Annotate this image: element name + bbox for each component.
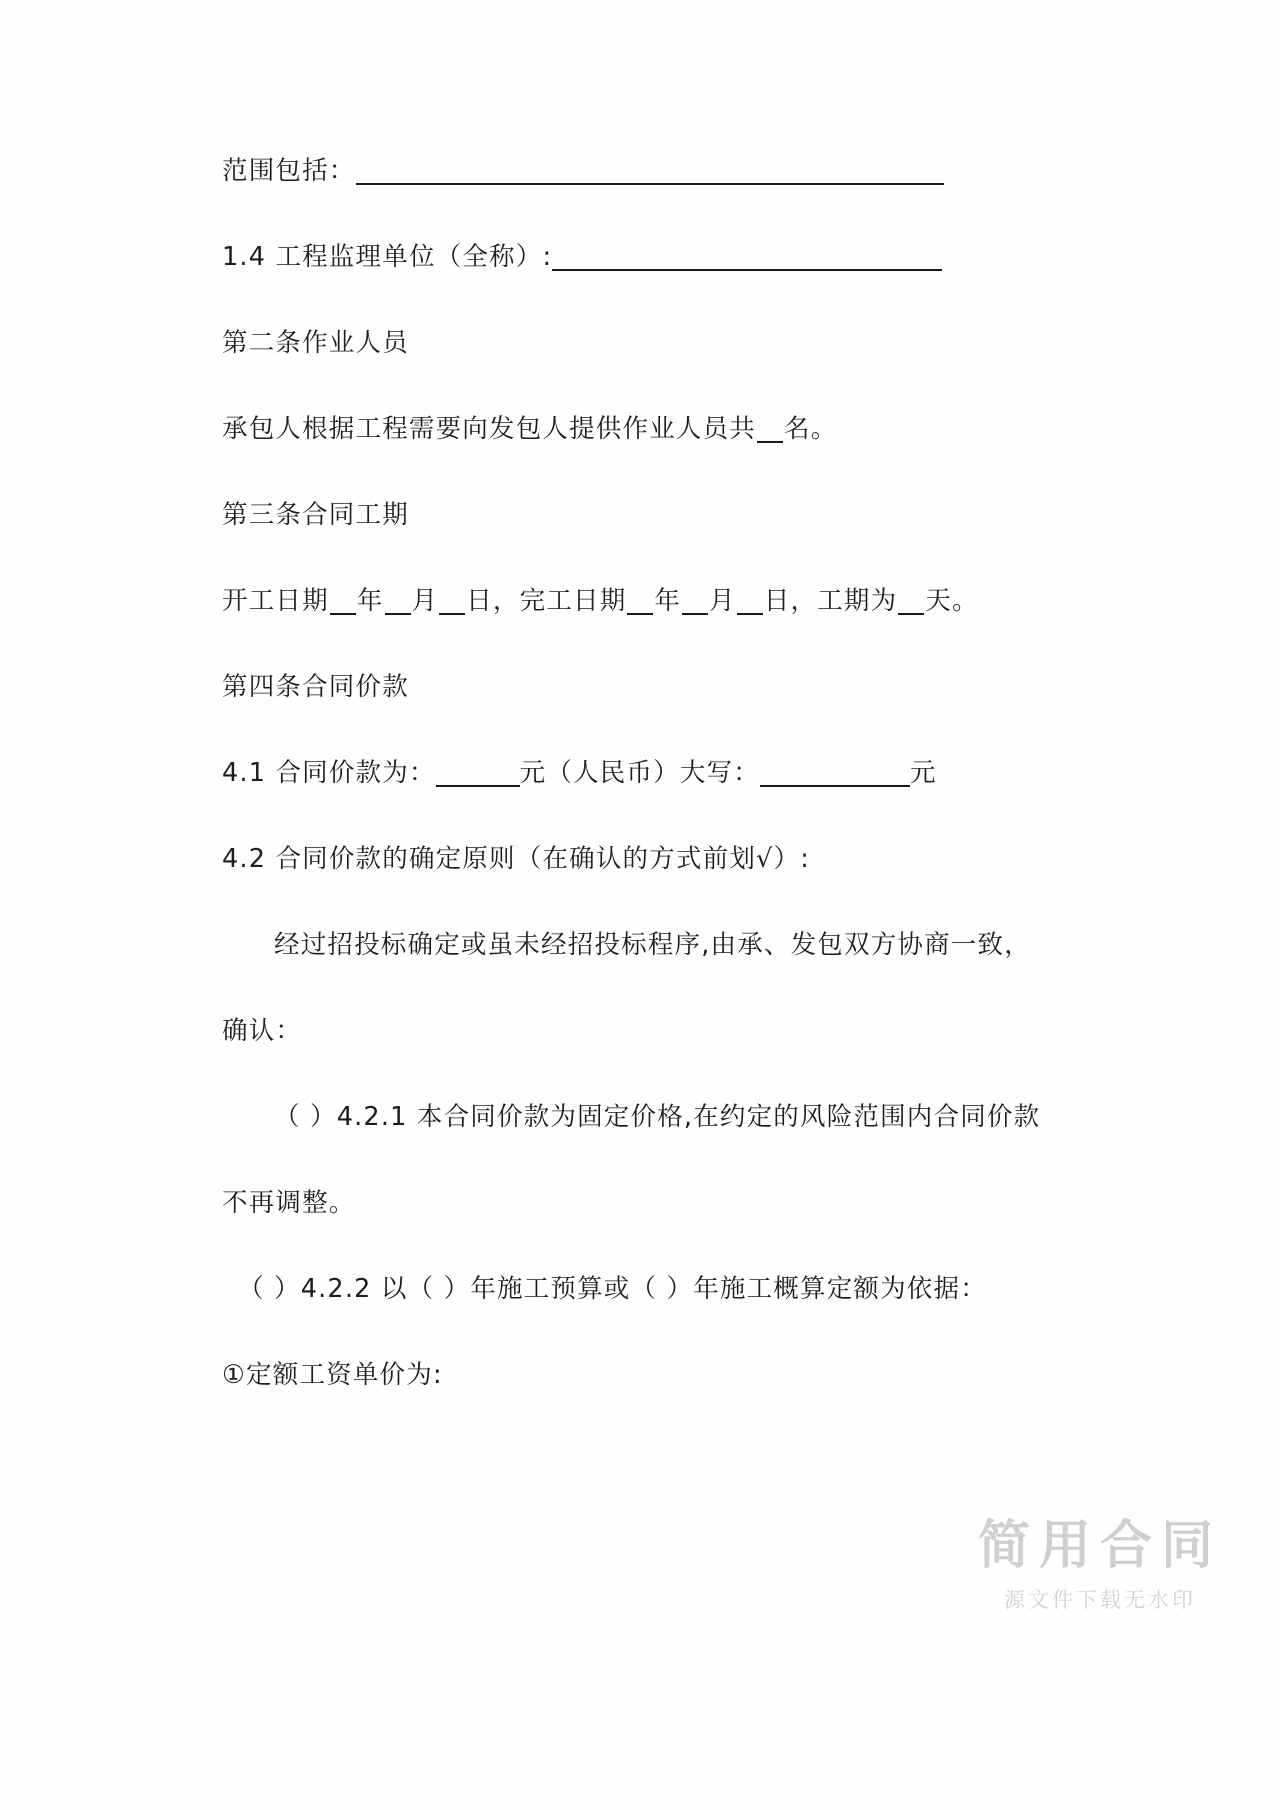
price-label: 4.1 合同价款为： (222, 758, 436, 788)
start-year-unit: 年 (356, 586, 384, 616)
duration-days-blank[interactable] (898, 613, 924, 615)
scope-blank-line[interactable] (356, 183, 944, 185)
finish-date-label: 日，完工日期 (466, 586, 627, 616)
supervisor-blank-line[interactable] (552, 269, 942, 271)
finish-year-blank[interactable] (627, 613, 653, 615)
paragraph-scope (222, 128, 1062, 214)
paragraph-clause-4-2-1: （ ）4.2.1 本合同价款为固定价格,在约定的风险范围内合同价款不再调整。 (222, 1102, 1041, 1218)
document-body (222, 128, 1062, 1418)
watermark (977, 1516, 1222, 1614)
watermark-title: 简用合同 (977, 1516, 1222, 1577)
paragraph-article-2-body (222, 386, 1062, 472)
start-month-blank[interactable] (385, 613, 411, 615)
start-year-blank[interactable] (330, 613, 356, 615)
paragraph-article-3-body (222, 558, 1062, 644)
price-words-blank[interactable] (760, 785, 910, 787)
paragraph-price-4-1 (222, 730, 1062, 816)
duration-unit: 天。 (925, 586, 979, 616)
scope-label: 范围包括： (222, 156, 356, 186)
heading-article-4: 第四条合同价款 (222, 672, 409, 702)
finish-month-unit: 月 (709, 586, 736, 616)
workers-text-before: 承包人根据工程需要向发包人提供作业人员共 (222, 414, 757, 444)
start-day-blank[interactable] (439, 613, 465, 615)
heading-article-2: 第二条作业人员 (222, 328, 409, 358)
price-unit: 元 (909, 758, 937, 788)
paragraph-clause-4-2-2: （ ）4.2.2 以（ ）年施工预算或（ ）年施工概算定额为依据： (238, 1274, 987, 1304)
watermark-subtitle: 源文件下载无水印 (1003, 1588, 1196, 1612)
price-currency-label: 元（人民币）大写： (519, 758, 760, 788)
paragraph-bidding: 经过招投标确定或虽未经招投标程序,由承、发包双方协商一致，确认： (222, 930, 1031, 1046)
finish-day-blank[interactable] (737, 613, 763, 615)
paragraph-supervisor (222, 214, 1062, 300)
supervisor-label: 1.4 工程监理单位（全称）: (222, 242, 553, 272)
duration-label: 日，工期为 (763, 586, 898, 616)
finish-year-unit: 年 (654, 586, 682, 616)
start-month-unit: 月 (411, 586, 439, 616)
paragraph-price-4-2: 4.2 合同价款的确定原则（在确认的方式前划√）: (222, 844, 811, 874)
paragraph-item-1: ①定额工资单价为: (222, 1360, 443, 1390)
price-amount-blank[interactable] (436, 785, 520, 787)
start-date-label: 开工日期 (222, 586, 329, 616)
finish-month-blank[interactable] (682, 613, 708, 615)
workers-text-after: 名。 (784, 414, 838, 444)
workers-count-blank[interactable] (757, 441, 783, 443)
heading-article-3: 第三条合同工期 (222, 500, 409, 530)
